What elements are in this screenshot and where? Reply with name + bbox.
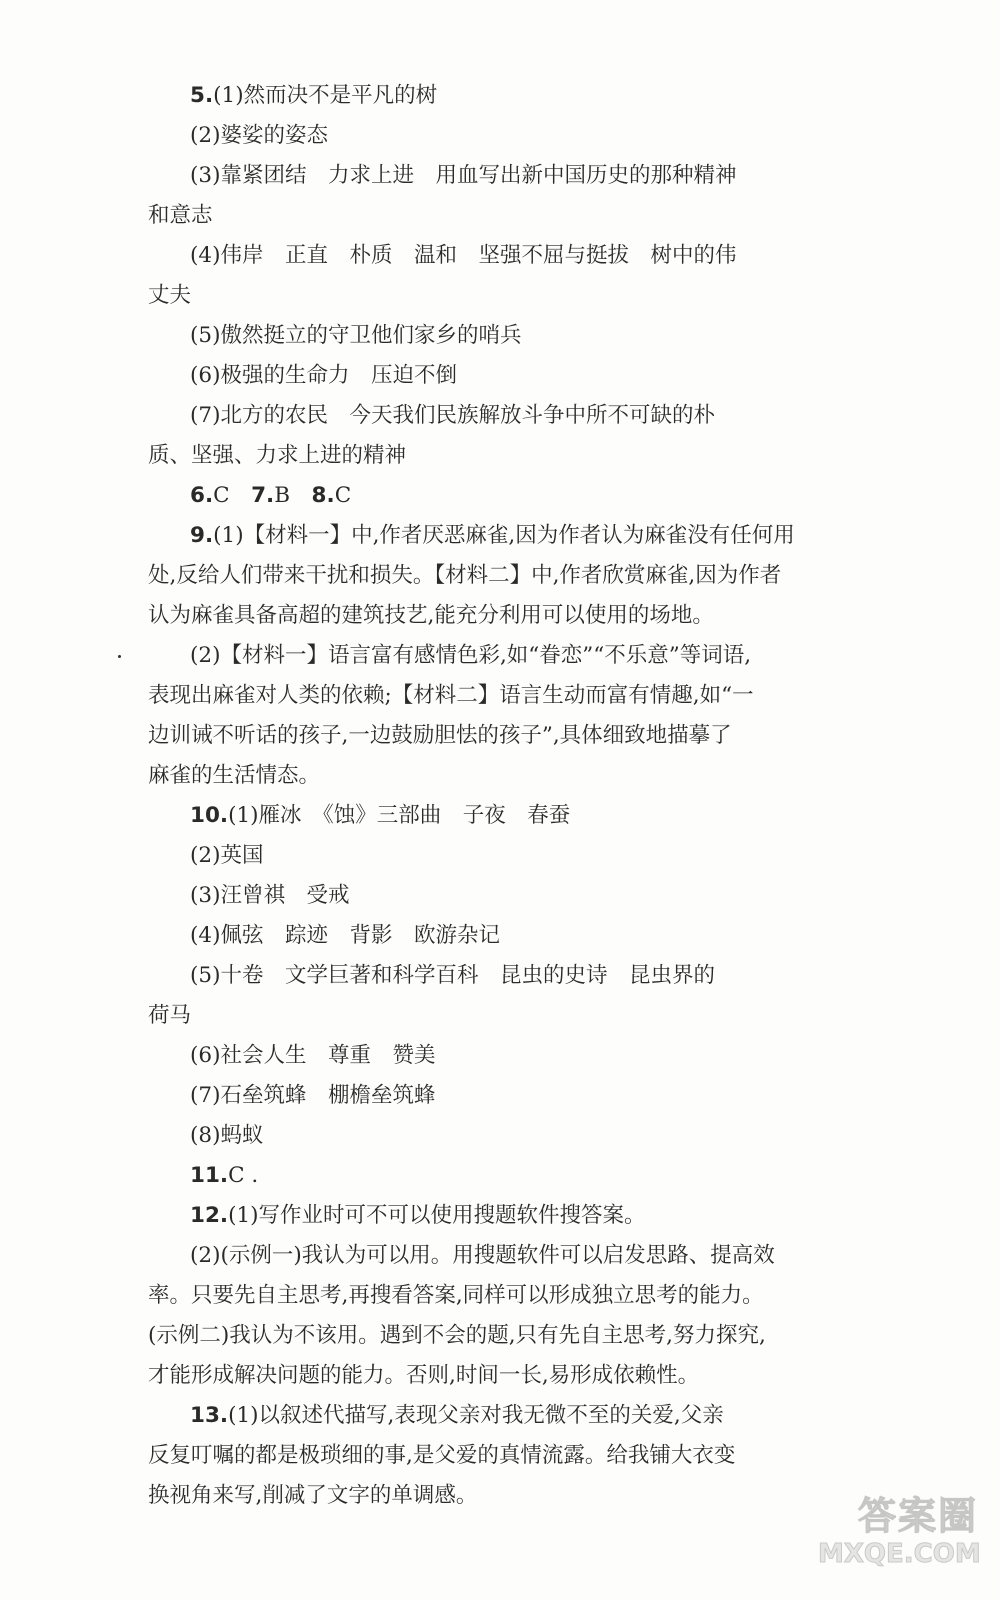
line-text: (3)汪曾祺 受戒 — [190, 883, 350, 908]
answer-page — [148, 76, 808, 1516]
question-number: 5. — [190, 83, 214, 108]
text-line — [148, 196, 808, 236]
line-text: (1)写作业时可不可以使用搜题软件搜答案。 — [228, 1203, 646, 1228]
stray-dot — [118, 655, 121, 658]
text-line — [148, 1356, 808, 1396]
line-text: (2)婆娑的姿态 — [190, 123, 328, 148]
line-text: B — [274, 483, 312, 508]
text-line — [148, 1276, 808, 1316]
question-number: 8. — [311, 483, 335, 508]
text-line — [148, 436, 808, 476]
text-line — [148, 1436, 808, 1476]
text-line — [148, 156, 808, 196]
text-line — [148, 556, 808, 596]
line-text: 质、坚强、力求上进的精神 — [148, 443, 407, 468]
text-line — [148, 676, 808, 716]
text-line — [148, 316, 808, 356]
line-text: C — [334, 483, 352, 508]
text-line — [148, 476, 808, 516]
text-line — [148, 756, 808, 796]
line-text: (6)社会人生 尊重 赞美 — [190, 1043, 436, 1068]
text-line — [148, 1476, 808, 1516]
line-text: (3)靠紧团结 力求上进 用血写出新中国历史的那种精神 — [190, 163, 737, 188]
line-text: C . — [228, 1163, 259, 1188]
text-line — [148, 596, 808, 636]
watermark-top: 答案圈 — [857, 1494, 978, 1538]
text-line — [148, 1116, 808, 1156]
line-text: (4)伟岸 正直 朴质 温和 坚强不屈与挺拔 树中的伟 — [190, 243, 737, 268]
line-text: (5)十卷 文学巨著和科学百科 昆虫的史诗 昆虫界的 — [190, 963, 715, 988]
line-text: (4)佩弦 踪迹 背影 欧游杂记 — [190, 923, 500, 948]
watermark-bottom: MXQE.COM — [818, 1539, 981, 1569]
text-line — [148, 1156, 808, 1196]
line-text: 反复叮嘱的都是极琐细的事,是父爱的真情流露。给我铺大衣变 — [148, 1443, 736, 1468]
text-line — [148, 1236, 808, 1276]
text-line — [148, 116, 808, 156]
line-text: (5)傲然挺立的守卫他们家乡的哨兵 — [190, 323, 522, 348]
text-line — [148, 876, 808, 916]
line-text: (2)【材料一】语言富有感情色彩,如“眷恋”“不乐意”等词语, — [190, 643, 752, 668]
line-text: 麻雀的生活情态。 — [148, 763, 321, 788]
text-line — [148, 1396, 808, 1436]
line-text: 边训诫不听话的孩子,一边鼓励胆怯的孩子”,具体细致地描摹了 — [148, 723, 732, 748]
line-text: (2)英国 — [190, 843, 264, 868]
text-line — [148, 1076, 808, 1116]
text-line — [148, 356, 808, 396]
line-text: 荷马 — [148, 1003, 192, 1028]
question-number: 10. — [190, 803, 229, 828]
line-text: (1)雁冰 《蚀》三部曲 子夜 春蚕 — [228, 803, 571, 828]
question-number: 12. — [190, 1203, 229, 1228]
line-text: (7)石垒筑蜂 棚檐垒筑蜂 — [190, 1083, 436, 1108]
text-line — [148, 76, 808, 116]
question-number: 11. — [190, 1163, 229, 1188]
line-text: (1)【材料一】中,作者厌恶麻雀,因为作者认为麻雀没有任何用 — [213, 523, 795, 548]
text-line — [148, 996, 808, 1036]
question-number: 9. — [190, 523, 214, 548]
line-text: (6)极强的生命力 压迫不倒 — [190, 363, 457, 388]
line-text: C — [213, 483, 252, 508]
line-text: 处,反给人们带来干扰和损失。【材料二】中,作者欣赏麻雀,因为作者 — [148, 563, 782, 588]
question-number: 6. — [190, 483, 214, 508]
line-text: 换视角来写,削减了文字的单调感。 — [148, 1483, 478, 1508]
line-text: 率。只要先自主思考,再搜看答案,同样可以形成独立思考的能力。 — [148, 1283, 764, 1308]
line-text: (2)(示例一)我认为可以用。用搜题软件可以启发思路、提高效 — [190, 1243, 775, 1268]
text-line — [148, 1316, 808, 1356]
line-text: (1)然而决不是平凡的树 — [213, 83, 438, 108]
text-line — [148, 956, 808, 996]
text-line — [148, 836, 808, 876]
question-number: 7. — [251, 483, 275, 508]
watermark-logo — [818, 1494, 981, 1582]
text-line — [148, 516, 808, 556]
line-text: 认为麻雀具备高超的建筑技艺,能充分利用可以使用的场地。 — [148, 603, 714, 628]
text-line — [148, 236, 808, 276]
line-text: 丈夫 — [148, 283, 192, 308]
text-line — [148, 396, 808, 436]
question-number: 13. — [190, 1403, 229, 1428]
text-line — [148, 636, 808, 676]
line-text: (8)蚂蚁 — [190, 1123, 264, 1148]
text-line — [148, 1196, 808, 1236]
line-text: 才能形成解决问题的能力。否则,时间一长,易形成依赖性。 — [148, 1363, 700, 1388]
text-line — [148, 916, 808, 956]
text-line — [148, 1036, 808, 1076]
line-text: (示例二)我认为不该用。遇到不会的题,只有先自主思考,努力探究, — [148, 1323, 766, 1348]
text-line — [148, 716, 808, 756]
line-text: (1)以叙述代描写,表现父亲对我无微不至的关爱,父亲 — [228, 1403, 724, 1428]
line-text: 和意志 — [148, 203, 213, 228]
text-line — [148, 276, 808, 316]
line-text: (7)北方的农民 今天我们民族解放斗争中所不可缺的朴 — [190, 403, 715, 428]
text-line — [148, 796, 808, 836]
line-text: 表现出麻雀对人类的依赖;【材料二】语言生动而富有情趣,如“一 — [148, 683, 754, 708]
